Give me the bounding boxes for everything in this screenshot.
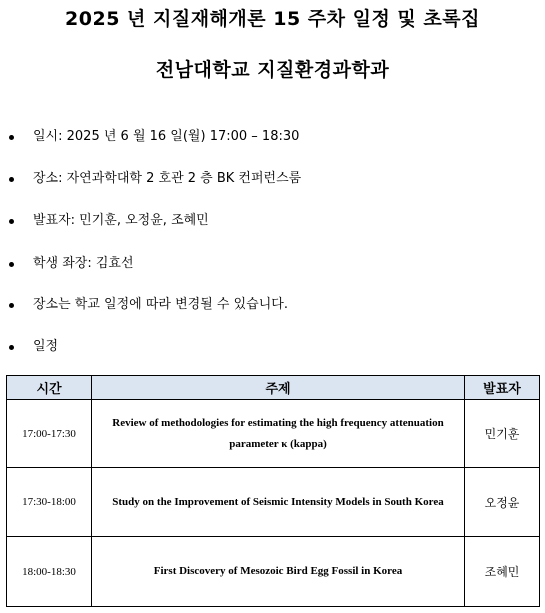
table-row bbox=[7, 468, 540, 537]
bullet-icon bbox=[9, 219, 14, 224]
topic-cell: Study on the Improvement of Seismic Intensity Models in South Korea bbox=[92, 468, 465, 537]
bullet-icon bbox=[9, 135, 14, 140]
document-title: 2025 년 지질재해개론 15 주차 일정 및 초록집 bbox=[65, 8, 480, 30]
bullet-icon bbox=[9, 303, 14, 308]
column-header-time: 시간 bbox=[7, 376, 92, 400]
presenter-cell: 오정윤 bbox=[465, 468, 540, 537]
presenter-cell: 민기훈 bbox=[465, 400, 540, 468]
column-header-topic: 주제 bbox=[92, 376, 465, 400]
time-cell: 18:00-18:30 bbox=[7, 537, 92, 607]
column-header-presenter: 발표자 bbox=[465, 376, 540, 400]
table-header-row bbox=[7, 376, 540, 400]
time-cell: 17:00-17:30 bbox=[7, 400, 92, 468]
time-cell: 17:30-18:00 bbox=[7, 468, 92, 537]
schedule-table bbox=[6, 375, 540, 607]
department-title: 전남대학교 지질환경과학과 bbox=[155, 59, 390, 81]
table-row bbox=[7, 400, 540, 468]
topic-cell: First Discovery of Mesozoic Bird Egg Fossil in Korea bbox=[92, 537, 465, 607]
bullet-icon bbox=[9, 262, 14, 267]
table-row bbox=[7, 537, 540, 607]
presenter-cell: 조혜민 bbox=[465, 537, 540, 607]
bullet-icon bbox=[9, 177, 14, 182]
topic-cell: Review of methodologies for estimating the high frequency attenuation parameter κ (kappa) bbox=[92, 400, 465, 468]
bullet-icon bbox=[9, 345, 14, 350]
